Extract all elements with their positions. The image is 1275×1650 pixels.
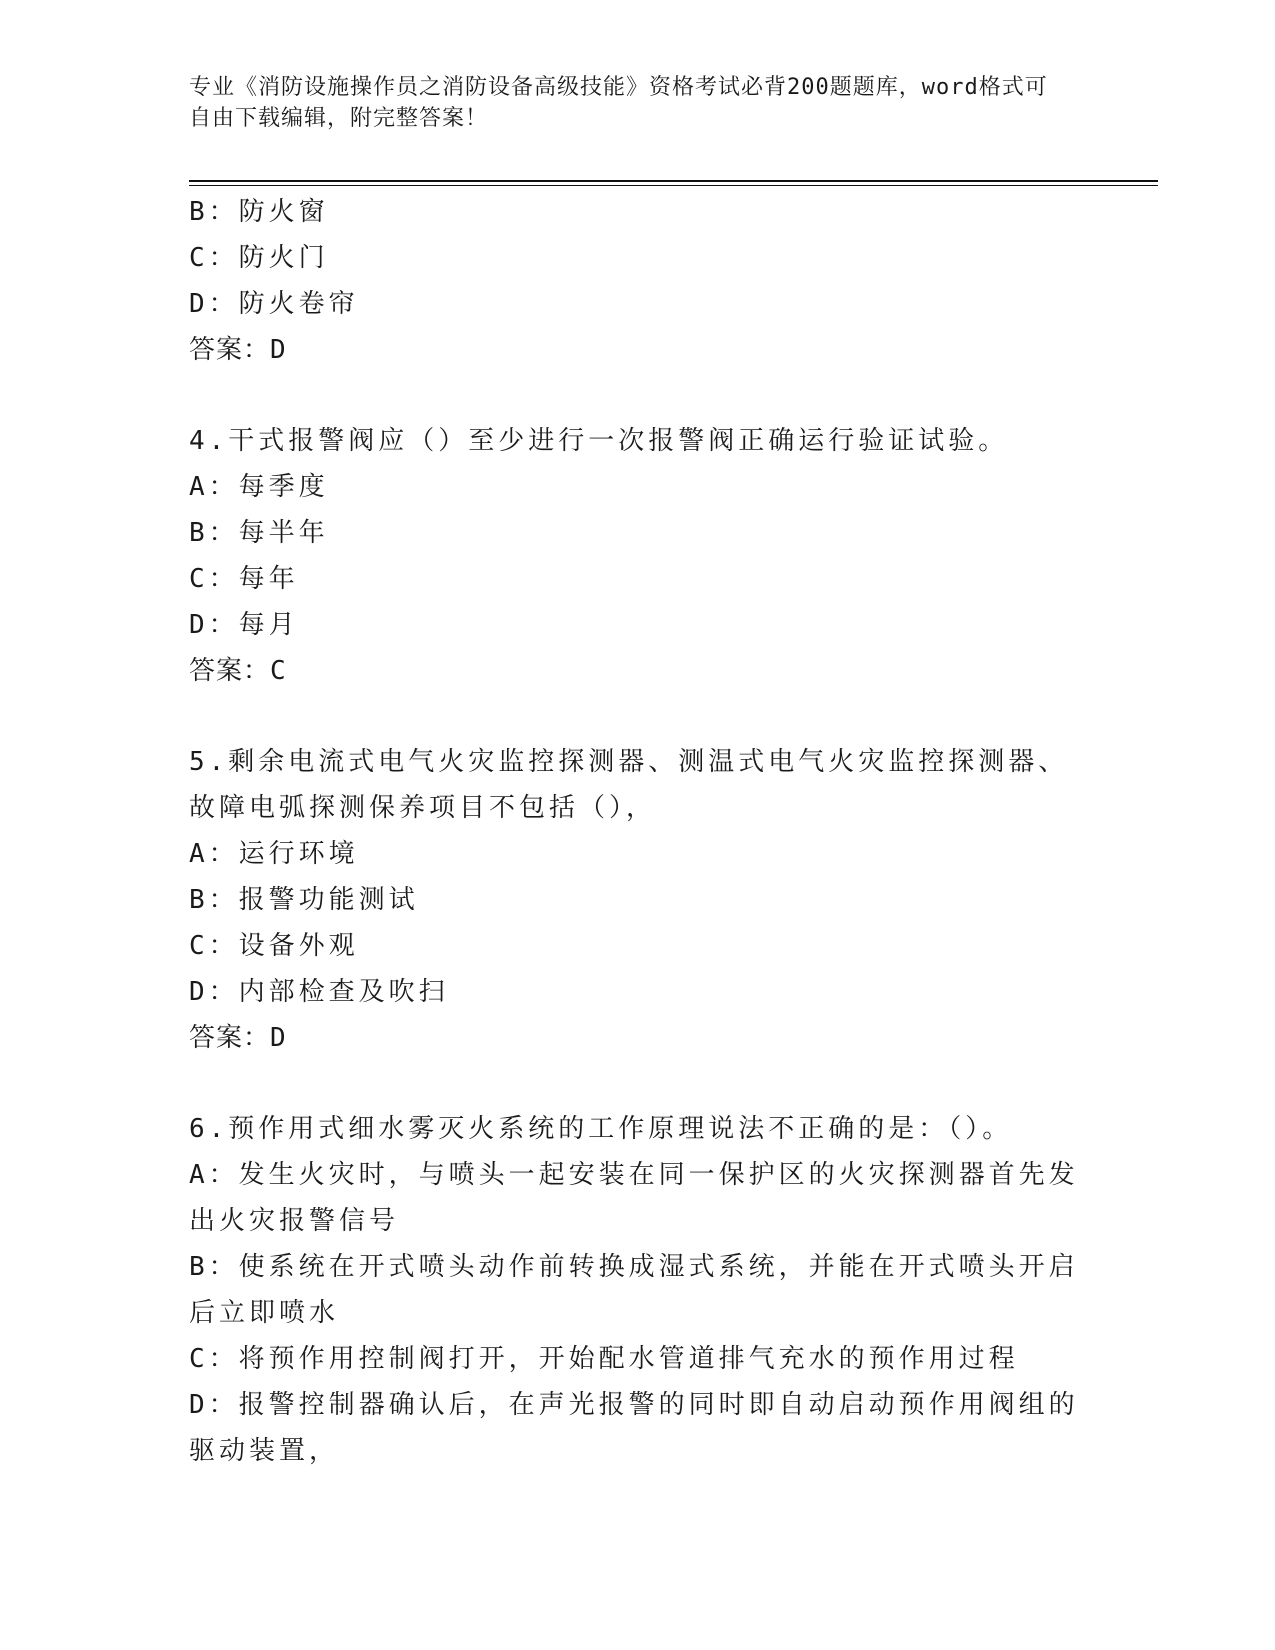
question-5 <box>189 739 1089 1061</box>
document-header: 专业《消防设施操作员之消防设备高级技能》资格考试必背200题题库，word格式可自由下载编辑，附完整答案！ <box>189 75 1048 131</box>
option-a: A：发生火灾时，与喷头一起安装在同一保护区的火灾探测器首先发出火灾报警信号 <box>189 1160 1079 1236</box>
question-6 <box>189 1106 1089 1474</box>
option-b: B：报警功能测试 <box>189 885 419 915</box>
header-divider-thick <box>189 180 1158 182</box>
question-text: 4.干式报警阀应（）至少进行一次报警阀正确运行验证试验。 <box>189 426 1009 456</box>
option-c: C：将预作用控制阀打开，开始配水管道排气充水的预作用过程 <box>189 1344 1019 1374</box>
option-d: D：报警控制器确认后，在声光报警的同时即自动启动预作用阀组的驱动装置， <box>189 1390 1079 1466</box>
option-c: C：设备外观 <box>189 931 359 961</box>
question-text: 5.剩余电流式电气火灾监控探测器、测温式电气火灾监控探测器、故障电弧探测保养项目不包括（）， <box>189 747 1069 823</box>
option-d: D：内部检查及吹扫 <box>189 977 449 1007</box>
question-3-tail <box>189 189 1089 373</box>
question-text: 6.预作用式细水雾灭火系统的工作原理说法不正确的是：（）。 <box>189 1114 1013 1144</box>
option-b: B：使系统在开式喷头动作前转换成湿式系统，并能在开式喷头开启后立即喷水 <box>189 1252 1079 1328</box>
question-4 <box>189 418 1089 694</box>
option-a: A：运行环境 <box>189 839 359 869</box>
answer-line: 答案：D <box>189 335 287 365</box>
header-divider-thin <box>189 185 1158 186</box>
option-c: C：防火门 <box>189 243 329 273</box>
answer-line: 答案：D <box>189 1023 287 1053</box>
option-d: D：防火卷帘 <box>189 289 359 319</box>
option-b: B：每半年 <box>189 518 329 548</box>
option-b: B：防火窗 <box>189 197 329 227</box>
option-a: A：每季度 <box>189 472 329 502</box>
question-list <box>189 189 1089 1474</box>
option-c: C：每年 <box>189 564 299 594</box>
option-d: D：每月 <box>189 610 299 640</box>
answer-line: 答案：C <box>189 656 287 686</box>
